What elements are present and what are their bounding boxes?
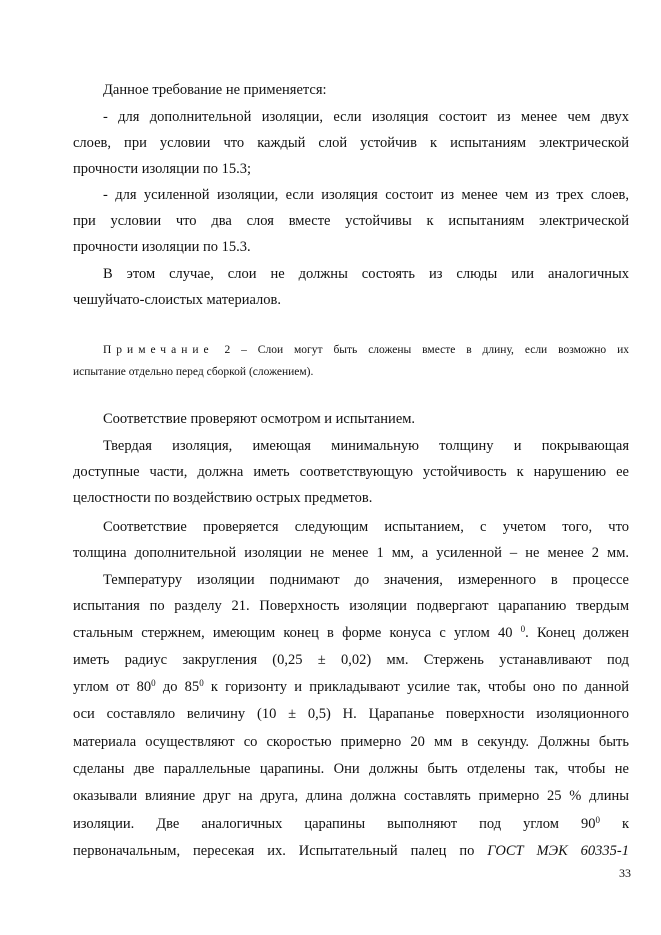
text-line: чешуйчато-слоистых материалов.	[73, 292, 281, 308]
text-line: Соответствие проверяют осмотром и испытанием.	[103, 411, 416, 427]
text-run: первоначальным, пересекая их. Испытательный палец по	[73, 843, 488, 859]
text-line: при условии что два слоя вместе устойчивы к испытаниям электрической	[73, 213, 629, 229]
text-line: - для усиленной изоляции, если изоляция состоит из менее чем из трех слоев,	[103, 187, 629, 203]
text-line: иметь радиус закругления (0,25 ± 0,02) мм. Стержень устанавливают под	[73, 652, 629, 668]
text-line: Данное требование не применяется:	[103, 82, 327, 98]
text-line: сделаны две параллельные царапины. Они должны быть отделены так, чтобы не	[73, 761, 629, 777]
superscript: 0	[151, 678, 156, 688]
text-run: к горизонту и прикладывают усилие так, чтобы оно по данной	[203, 679, 629, 695]
text-line	[73, 841, 629, 861]
note-text: 2 – Слои могут быть сложены вместе в длину, если возможно их	[213, 344, 629, 356]
text-run: . Конец должен	[525, 625, 629, 641]
text-line	[73, 623, 629, 643]
superscript: 0	[520, 624, 526, 634]
text-line: слоев, при условии что каждый слой устойчив к испытаниям электрической	[73, 135, 629, 151]
text-line: доступные части, должна иметь соответствующую устойчивость к нарушению ее	[73, 464, 629, 480]
text-line: толщина дополнительной изоляции не менее 1 мм, а усиленной – не менее 2 мм.	[73, 545, 629, 561]
text-line: Температуру изоляции поднимают до значения, измеренного в процессе	[103, 572, 629, 588]
text-run: стальным стержнем, имеющим конец в форме конуса с углом 40	[73, 625, 521, 641]
text-line: прочности изоляции по 15.3.	[73, 239, 251, 255]
text-line: Твердая изоляция, имеющая минимальную толщину и покрывающая	[103, 438, 629, 454]
note-label: Примечание	[103, 344, 214, 356]
superscript: 0	[595, 815, 600, 825]
text-line: В этом случае, слои не должны состоять из слюды или аналогичных	[103, 266, 629, 282]
note-line: испытание отдельно перед сборкой (сложением).	[73, 366, 314, 378]
text-line: прочности изоляции по 15.3;	[73, 161, 252, 177]
standard-reference: ГОСТ МЭК 60335-1	[487, 843, 630, 859]
text-line	[73, 814, 629, 834]
text-line: оси составляло величину (10 ± 0,5) Н. Царапанье поверхности изоляционного	[73, 706, 629, 722]
text-run: углом от 80	[73, 679, 152, 695]
text-line: испытания по разделу 21. Поверхность изоляции подвергают царапанию твердым	[73, 598, 629, 614]
text-line: материала осуществляют со скоростью примерно 20 мм в секунду. Должны быть	[73, 734, 629, 750]
text-line: оказывали влияние друг на друга, длина должна составлять примерно 25 % длины	[73, 788, 629, 804]
page-number: 33	[619, 866, 631, 880]
text-run: к	[599, 816, 629, 832]
text-line: - для дополнительной изоляции, если изоляция состоит из менее чем двух	[103, 109, 629, 125]
superscript: 0	[199, 678, 204, 688]
text-line: целостности по воздействию острых предметов.	[73, 490, 373, 506]
text-run: до 85	[155, 679, 200, 695]
text-line	[73, 677, 629, 697]
text-line: Соответствие проверяется следующим испытанием, с учетом того, что	[103, 519, 629, 535]
text-run: изоляции. Две аналогичных царапины выполняют под углом 90	[73, 816, 596, 832]
note-line	[103, 342, 629, 358]
